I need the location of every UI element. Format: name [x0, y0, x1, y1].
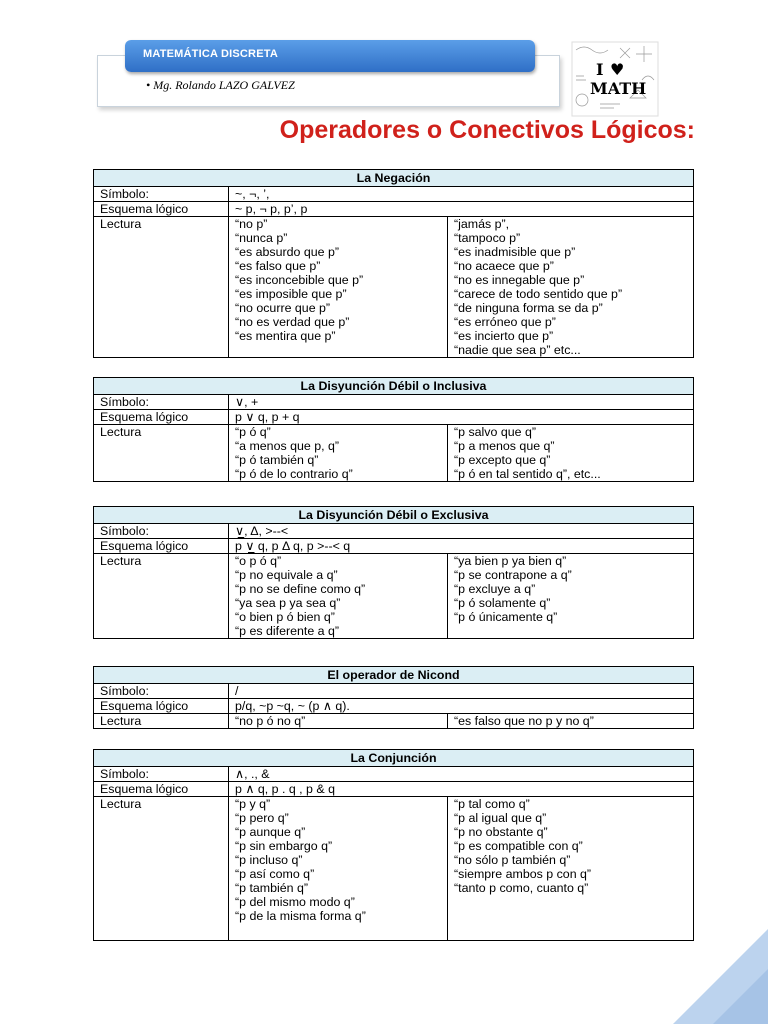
reading-item: “p tal como q”: [454, 797, 530, 811]
i-love-math-logo-icon: [570, 40, 660, 118]
reading-item: “es falso que p”: [235, 259, 321, 273]
reading-item: “es erróneo que p”: [454, 315, 556, 329]
symbol-value: ~, ¬, ’,: [229, 187, 694, 202]
reading-item: “p también q”: [235, 881, 309, 895]
reading-item: “p ó únicamente q”: [454, 610, 558, 624]
reading-col1: [229, 217, 448, 358]
table-disyuncion-exclusiva: [93, 506, 694, 639]
reading-item: “p al igual que q”: [454, 811, 547, 825]
symbol-label: Símbolo:: [94, 767, 229, 782]
author-line: [146, 78, 295, 93]
reading-col2: [448, 554, 694, 639]
reading-item: “no p ó no q”: [235, 714, 306, 728]
reading-item: “p no se define como q”: [235, 582, 366, 596]
corner-decoration-inner: [713, 969, 768, 1024]
table-disyuncion-inclusiva: [93, 377, 694, 482]
schema-value: p/q, ~p ~q, ~ (p ∧ q).: [229, 699, 694, 714]
reading-item: “a menos que p, q”: [235, 439, 340, 453]
reading-item: “no sólo p también q”: [454, 853, 571, 867]
reading-item: “p excepto que q”: [454, 453, 551, 467]
reading-label: Lectura: [94, 554, 229, 639]
schema-value: p ∨ q, p + q: [229, 410, 694, 425]
table-title: El operador de Nicond: [94, 667, 694, 684]
reading-col1: [229, 797, 448, 941]
reading-label: Lectura: [94, 797, 229, 941]
schema-value: p ∨̲ q, p Δ q, p >--< q: [229, 539, 694, 554]
reading-item: “p incluso q”: [235, 853, 303, 867]
schema-label: Esquema lógico: [94, 410, 229, 425]
schema-label: Esquema lógico: [94, 202, 229, 217]
reading-item: “tanto p como, cuanto q”: [454, 881, 589, 895]
reading-item: “p pero q”: [235, 811, 289, 825]
reading-item: “p no obstante q”: [454, 825, 548, 839]
reading-item: “p salvo que q”: [454, 425, 536, 439]
reading-item: “nunca p”: [235, 231, 288, 245]
logo-i: I: [596, 60, 604, 79]
reading-item: “ya bien p ya bien q”: [454, 554, 567, 568]
reading-label: Lectura: [94, 425, 229, 482]
reading-item: “p se contrapone a q”: [454, 568, 572, 582]
reading-item: “de ninguna forma se da p”: [454, 301, 603, 315]
reading-item: “no acaece que p”: [454, 259, 554, 273]
reading-item: “p ó también q”: [235, 453, 319, 467]
reading-item: “p es diferente a q”: [235, 624, 340, 638]
reading-item: “no es verdad que p”: [235, 315, 350, 329]
reading-item: “carece de todo sentido que p”: [454, 287, 623, 301]
reading-item: “p así como q”: [235, 867, 315, 881]
logo-heart: ♥: [610, 60, 625, 79]
reading-col1: [229, 714, 448, 729]
reading-item: “no es innegable que p”: [454, 273, 585, 287]
reading-item: “es falso que no p y no q”: [454, 714, 594, 728]
reading-item: “ya sea p ya sea q”: [235, 596, 341, 610]
reading-item: “p no equivale a q”: [235, 568, 338, 582]
reading-col1: [229, 554, 448, 639]
schema-label: Esquema lógico: [94, 539, 229, 554]
reading-item: “es inconcebible que p”: [235, 273, 364, 287]
reading-label: Lectura: [94, 217, 229, 358]
symbol-value: ∨, +: [229, 395, 694, 410]
symbol-label: Símbolo:: [94, 524, 229, 539]
reading-item: “p ó q”: [235, 425, 271, 439]
reading-item: “jamás p”,: [454, 217, 510, 231]
reading-item: “o bien p ó bien q”: [235, 610, 335, 624]
reading-item: “no ocurre que p”: [235, 301, 331, 315]
schema-value: p ∧ q, p . q , p & q: [229, 782, 694, 797]
reading-item: “p del mismo modo q”: [235, 895, 355, 909]
reading-item: “p aunque q”: [235, 825, 306, 839]
reading-item: “p y q”: [235, 797, 271, 811]
reading-item: “no p”: [235, 217, 268, 231]
schema-value: ~ p, ¬ p, p’, p: [229, 202, 694, 217]
symbol-label: Símbolo:: [94, 684, 229, 699]
symbol-label: Símbolo:: [94, 187, 229, 202]
page-title: Operadores o Conectivos Lógicos:: [279, 116, 695, 144]
reading-item: “p sin embargo q”: [235, 839, 333, 853]
reading-item: “p excluye a q”: [454, 582, 536, 596]
reading-item: “p a menos que q”: [454, 439, 555, 453]
table-title: La Conjunción: [94, 750, 694, 767]
reading-label: Lectura: [94, 714, 229, 729]
table-title: La Disyunción Débil o Inclusiva: [94, 378, 694, 395]
table-negacion: [93, 169, 694, 358]
reading-col2: [448, 217, 694, 358]
reading-item: “es incierto que p”: [454, 329, 554, 343]
table-conjuncion: [93, 749, 694, 941]
reading-item: “es imposible que p”: [235, 287, 347, 301]
symbol-value: ∨̲, Δ, >--<: [229, 524, 694, 539]
reading-item: “p ó de lo contrario q”: [235, 467, 353, 481]
reading-col2: [448, 425, 694, 482]
reading-item: “o p ó q”: [235, 554, 282, 568]
reading-item: “p ó solamente q”: [454, 596, 551, 610]
reading-item: “p es compatible con q”: [454, 839, 583, 853]
reading-col1: [229, 425, 448, 482]
table-title: La Negación: [94, 170, 694, 187]
reading-item: “es mentira que p”: [235, 329, 336, 343]
author-name: Mg. Rolando LAZO GALVEZ: [153, 78, 295, 92]
symbol-value: /: [229, 684, 694, 699]
schema-label: Esquema lógico: [94, 782, 229, 797]
reading-item: “siempre ambos p con q”: [454, 867, 592, 881]
reading-item: “es inadmisible que p”: [454, 245, 576, 259]
reading-item: “nadie que sea p” etc...: [454, 343, 581, 357]
course-title: MATEMÁTICA DISCRETA: [143, 48, 278, 60]
bullet: •: [146, 78, 151, 92]
reading-item: “es absurdo que p”: [235, 245, 340, 259]
logo-math: MATH: [590, 79, 647, 98]
reading-item: “p de la misma forma q”: [235, 909, 366, 923]
reading-col2: [448, 714, 694, 729]
reading-item: “p ó en tal sentido q”, etc...: [454, 467, 601, 481]
table-nicond: [93, 666, 694, 729]
symbol-value: ∧, ., &: [229, 767, 694, 782]
symbol-label: Símbolo:: [94, 395, 229, 410]
table-title: La Disyunción Débil o Exclusiva: [94, 507, 694, 524]
reading-col2: [448, 797, 694, 941]
schema-label: Esquema lógico: [94, 699, 229, 714]
reading-item: “tampoco p”: [454, 231, 521, 245]
